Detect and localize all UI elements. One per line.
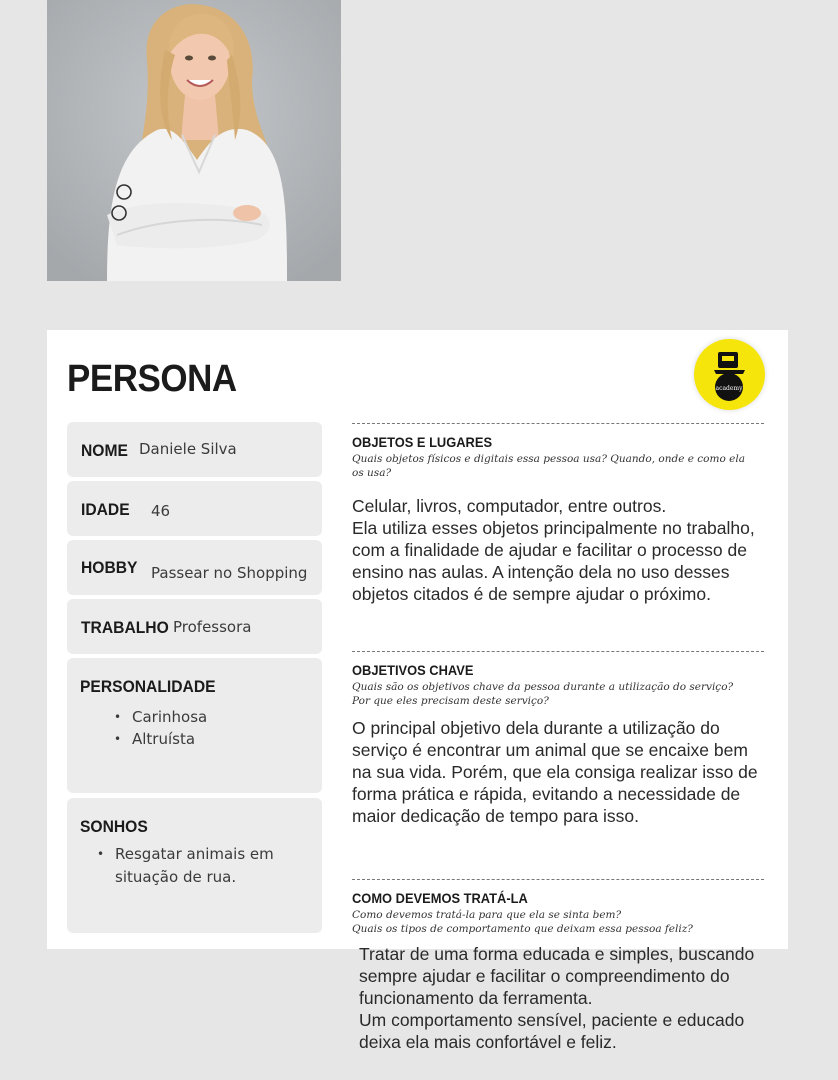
list-item: • Resgatar animais em situação de rua.	[97, 843, 297, 889]
field-idade-value: 46	[151, 502, 171, 520]
section-title: OBJETOS E LUGARES	[352, 434, 493, 450]
section-objetos-lugares	[352, 423, 764, 634]
persona-card	[47, 330, 788, 949]
list-item: • Carinhosa	[114, 706, 207, 728]
section-answer: O principal objetivo dela durante a utilização do serviço é encontrar um animal que se encaixe bem na sua vida. Porém, que ela consiga realizar isso de forma prática e rápida, evitando a necessidade de maior dedicação de tempo para isso.	[352, 718, 758, 826]
field-sonhos-label: SONHOS	[80, 817, 148, 836]
section-question: Quais objetos físicos e digitais essa pessoa usa? Quando, onde e como ela os usa?	[352, 453, 745, 479]
section-question: Quais são os objetivos chave da pessoa durante a utilização do serviço? Por que eles precisam deste serviço?	[352, 681, 734, 707]
field-trabalho-label: TRABALHO	[81, 618, 169, 637]
section-objetivos-chave	[352, 651, 764, 862]
field-hobby-value: Passear no Shopping	[151, 564, 308, 582]
field-idade-label: IDADE	[81, 500, 130, 519]
woman-portrait-icon	[47, 0, 341, 281]
persona-photo	[47, 0, 341, 281]
field-nome-value: Daniele Silva	[139, 440, 237, 458]
page-title: PERSONA	[67, 358, 237, 400]
section-title: COMO DEVEMOS TRATÁ-LA	[352, 890, 528, 906]
field-nome	[67, 422, 322, 477]
section-answer-como-tratar: Tratar de uma forma educada e simples, buscando sempre ajudar e facilitar o compreendimento do funcionamento da ferramenta. Um comportamento sensível, paciente e educado deixa ela mais confortável e feliz.	[359, 944, 755, 1052]
sonhos-list	[97, 843, 297, 889]
field-hobby	[67, 540, 322, 595]
academy-logo-icon	[694, 339, 765, 410]
svg-text:academy: academy	[715, 385, 743, 392]
section-title: OBJETIVOS CHAVE	[352, 662, 474, 678]
field-personalidade-label: PERSONALIDADE	[80, 677, 216, 696]
field-personalidade	[67, 658, 322, 793]
field-hobby-label: HOBBY	[81, 558, 138, 577]
section-answer: Celular, livros, computador, entre outros. Ela utiliza esses objetos principalmente no trabalho, com a finalidade de ajudar e facilitar o processo de ensino nas aulas. A intenção dela no uso desses objetos citados é de sempre ajudar o próximo.	[352, 496, 755, 604]
field-sonhos	[67, 798, 322, 933]
section-question: Como devemos tratá-la para que ela se sinta bem? Quais os tipos de comportamento que deixam essa pessoa feliz?	[352, 909, 693, 935]
field-trabalho-value: Professora	[173, 618, 252, 636]
field-nome-label: NOME	[81, 441, 128, 460]
field-trabalho	[67, 599, 322, 654]
field-idade	[67, 481, 322, 536]
section-como-tratar	[352, 879, 764, 940]
list-item: • Altruísta	[114, 728, 207, 750]
personalidade-list	[114, 706, 207, 750]
